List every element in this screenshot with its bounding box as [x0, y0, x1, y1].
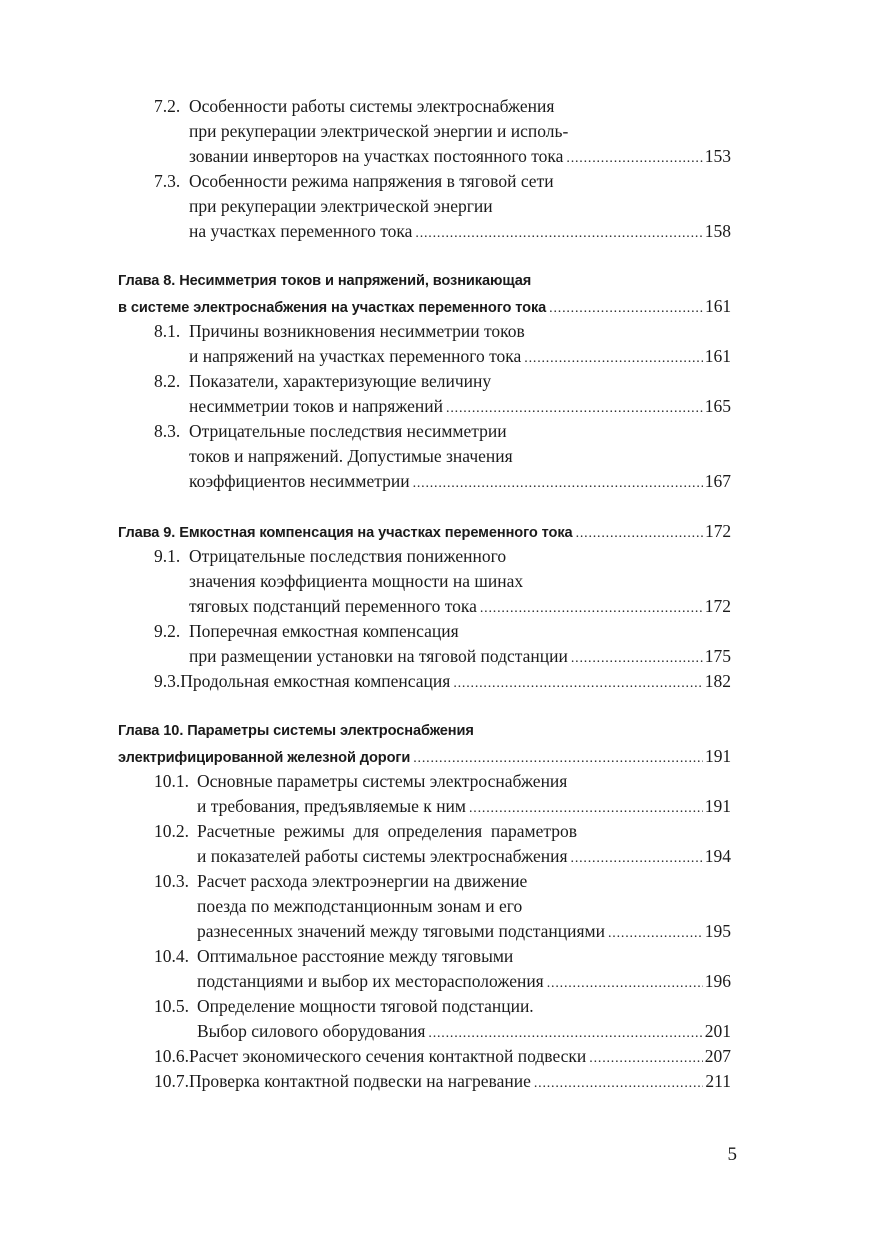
section-continuation-line — [197, 894, 522, 919]
section-line — [154, 1069, 731, 1094]
page-ref: 182 — [704, 671, 731, 691]
section-title: подстанциями и выбор их месторасположения — [197, 971, 544, 991]
dot-leader — [413, 746, 703, 771]
dot-leader — [453, 671, 702, 696]
section-title: Расчет экономического сечения контактной подвески — [189, 1046, 587, 1066]
section-title: зовании инверторов на участках постоянного тока — [189, 146, 564, 166]
dot-leader — [608, 921, 703, 946]
section-title: токов и напряжений. Допустимые значения — [189, 446, 513, 466]
page-ref: 194 — [704, 846, 731, 866]
section-number: 8.1. — [154, 321, 181, 341]
chapter-heading-line — [118, 744, 731, 769]
page-ref: 191 — [705, 746, 731, 766]
dot-leader — [566, 146, 702, 171]
dot-leader — [571, 646, 703, 671]
section-number: 10.5. — [154, 996, 189, 1016]
section-line — [154, 1044, 731, 1069]
page-ref: 153 — [704, 146, 731, 166]
page-ref: 167 — [704, 471, 731, 491]
section-title: поезда по межподстанционным зонам и его — [197, 896, 523, 916]
chapter-heading-line — [118, 269, 531, 294]
section-number: 10.6. — [154, 1046, 189, 1066]
section-number: 8.2. — [154, 371, 181, 391]
section-title: Особенности режима напряжения в тяговой сети — [189, 171, 554, 191]
section-title: несимметрии токов и напряжений — [189, 396, 444, 416]
section-line — [154, 819, 577, 844]
chapter-title: электрифицированной железной дороги — [118, 750, 411, 766]
section-title: и напряжений на участках переменного тока — [189, 346, 522, 366]
section-number: 9.2. — [154, 621, 181, 641]
section-title: Поперечная емкостная компенсация — [189, 621, 459, 641]
section-line — [154, 769, 567, 794]
page-ref: 207 — [704, 1046, 731, 1066]
section-line — [154, 619, 459, 644]
section-title: Определение мощности тяговой подстанции. — [197, 996, 534, 1016]
section-continuation-line — [197, 919, 731, 944]
section-title: и показателей работы системы электроснабжения — [197, 846, 568, 866]
section-continuation-line — [197, 969, 731, 994]
page-ref: 196 — [704, 971, 731, 991]
page-ref: 165 — [704, 396, 731, 416]
section-line — [154, 944, 513, 969]
chapter-title: в системе электроснабжения на участках переменного тока — [118, 300, 547, 316]
page-ref: 161 — [705, 296, 731, 316]
section-line — [154, 94, 554, 119]
chapter-heading-line — [118, 294, 731, 319]
dot-leader — [415, 221, 702, 246]
section-number: 8.3. — [154, 421, 181, 441]
page-ref: 172 — [705, 521, 731, 541]
section-continuation-line — [189, 469, 731, 494]
section-title: коэффициентов несимметрии — [189, 471, 410, 491]
chapter-heading-line — [118, 519, 731, 544]
section-title: на участках переменного тока — [189, 221, 413, 241]
section-number: 10.1. — [154, 771, 189, 791]
page-ref: 172 — [704, 596, 731, 616]
section-continuation-line — [197, 794, 731, 819]
section-number: 10.3. — [154, 871, 189, 891]
chapter-title: Глава 10. Параметры системы электроснабжения — [118, 723, 474, 739]
page-ref: 201 — [704, 1021, 731, 1041]
section-continuation-line — [189, 444, 513, 469]
section-line — [154, 994, 534, 1019]
section-title: при рекуперации электрической энергии и исполь- — [189, 121, 569, 141]
dot-leader — [413, 471, 703, 496]
section-title: Основные параметры системы электроснабжения — [197, 771, 568, 791]
page-number: 5 — [727, 1144, 737, 1165]
page-ref: 191 — [704, 796, 731, 816]
section-continuation-line — [189, 144, 731, 169]
dot-leader — [549, 296, 703, 321]
section-title: Выбор силового оборудования — [197, 1021, 426, 1041]
section-title: Отрицательные последствия несимметрии — [189, 421, 507, 441]
section-number: 10.7. — [154, 1071, 189, 1091]
section-line — [154, 419, 507, 444]
section-title: тяговых подстанций переменного тока — [189, 596, 477, 616]
dot-leader — [571, 846, 703, 871]
section-title: разнесенных значений между тяговыми подстанциями — [197, 921, 605, 941]
section-title: Расчетные режимы для определения параметров — [197, 821, 577, 841]
section-title: при рекуперации электрической энергии — [189, 196, 493, 216]
dot-leader — [524, 346, 702, 371]
section-line — [154, 369, 491, 394]
section-continuation-line — [189, 119, 568, 144]
section-line — [154, 869, 527, 894]
section-number: 7.2. — [154, 96, 181, 116]
section-continuation-line — [189, 219, 731, 244]
chapter-heading-line — [118, 719, 474, 744]
section-title: Расчет расхода электроэнергии на движение — [197, 871, 528, 891]
section-line — [154, 169, 554, 194]
section-number: 9.3. — [154, 671, 181, 691]
section-continuation-line — [197, 1019, 731, 1044]
section-line — [154, 669, 731, 694]
page-ref: 175 — [704, 646, 731, 666]
section-title: при размещении установки на тяговой подстанции — [189, 646, 568, 666]
dot-leader — [534, 1071, 704, 1096]
dot-leader — [547, 971, 703, 996]
section-title: значения коэффициента мощности на шинах — [189, 571, 524, 591]
section-number: 10.2. — [154, 821, 189, 841]
page-ref: 211 — [705, 1071, 731, 1091]
section-continuation-line — [189, 344, 731, 369]
dot-leader — [469, 796, 703, 821]
chapter-title: Глава 9. Емкостная компенсация на участках переменного тока — [118, 525, 573, 541]
section-title: Продольная емкостная компенсация — [180, 671, 451, 691]
section-continuation-line — [189, 644, 731, 669]
section-title: Проверка контактной подвески на нагревание — [189, 1071, 531, 1091]
section-continuation-line — [197, 844, 731, 869]
dot-leader — [589, 1046, 702, 1071]
dot-leader — [446, 396, 703, 421]
section-continuation-line — [189, 594, 731, 619]
section-title: Особенности работы системы электроснабжения — [189, 96, 555, 116]
section-title: и требования, предъявляемые к ним — [197, 796, 466, 816]
section-line — [154, 544, 506, 569]
section-continuation-line — [189, 394, 731, 419]
section-number: 7.3. — [154, 171, 181, 191]
section-continuation-line — [189, 569, 523, 594]
section-title: Отрицательные последствия пониженного — [189, 546, 507, 566]
page-ref: 158 — [704, 221, 731, 241]
page-ref: 195 — [704, 921, 731, 941]
section-title: Оптимальное расстояние между тяговыми — [197, 946, 514, 966]
section-title: Причины возникновения несимметрии токов — [189, 321, 525, 341]
section-number: 9.1. — [154, 546, 181, 566]
section-continuation-line — [189, 194, 493, 219]
dot-leader — [480, 596, 703, 621]
section-number: 10.4. — [154, 946, 189, 966]
section-line — [154, 319, 525, 344]
chapter-title: Глава 8. Несимметрия токов и напряжений, возникающая — [118, 273, 532, 289]
dot-leader — [576, 521, 703, 546]
section-title: Показатели, характеризующие величину — [189, 371, 492, 391]
dot-leader — [428, 1021, 702, 1046]
page-ref: 161 — [704, 346, 731, 366]
